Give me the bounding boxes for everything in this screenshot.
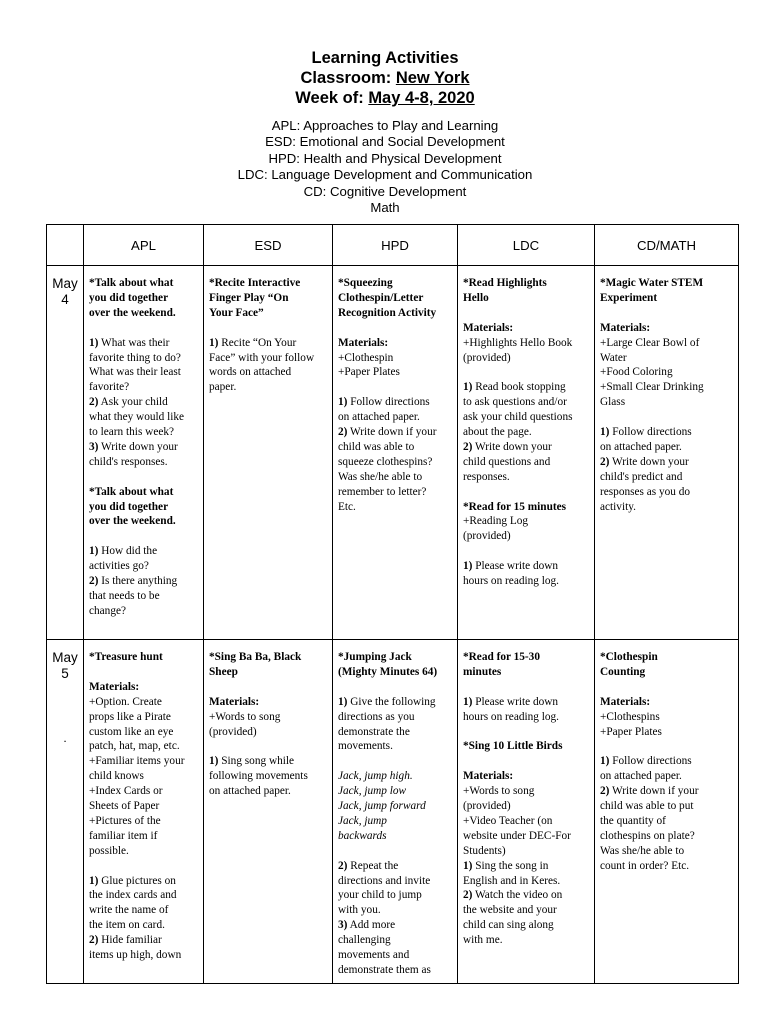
activity-cell-apl bbox=[84, 266, 204, 640]
activity-steps: 1) What was their favorite thing to do? What was their least favorite? 2) Ask your child what they would like to learn this week? 3) Write down your child's responses. bbox=[89, 336, 185, 468]
stray-mark: . bbox=[63, 731, 67, 745]
activity-steps: 2) Repeat the directions and invite your child to jump with you. 3) Add more challenging movements and demonstrate them as bbox=[338, 859, 431, 976]
materials-list: +Reading Log (provided) bbox=[463, 515, 529, 543]
column-header-apl: APL bbox=[84, 225, 204, 266]
activity-cell-esd bbox=[204, 266, 333, 640]
table-row bbox=[47, 640, 739, 984]
legend-item-ldc: LDC: Language Development and Communication bbox=[237, 167, 533, 183]
activity-cell-ldc bbox=[458, 266, 595, 640]
activity-cell-esd bbox=[204, 640, 333, 984]
activity-steps: 1) Follow directions on attached paper. 2) Write down your child's predict and responses as you do activity. bbox=[600, 426, 692, 513]
activity-title: *Sing 10 Little Birds bbox=[463, 740, 563, 753]
document-title: Learning Activities bbox=[311, 49, 459, 67]
materials-label: Materials: bbox=[89, 680, 140, 693]
day-cell bbox=[47, 266, 84, 640]
materials-label: Materials: bbox=[600, 695, 651, 708]
activity-steps: 1) Glue pictures on the index cards and write the name of the item on card. 2) Hide familiar items up high, down bbox=[89, 874, 182, 962]
materials-label: Materials: bbox=[600, 321, 651, 334]
activity-cell-hpd bbox=[333, 266, 458, 640]
table-row bbox=[47, 266, 739, 640]
day-cell bbox=[47, 640, 84, 984]
legend-item-hpd: HPD: Health and Physical Development bbox=[268, 150, 502, 166]
activity-steps: 1) Sing the song in English and in Keres. 2) Watch the video on the website and your child can sing along with me. bbox=[463, 859, 563, 947]
legend-item-esd: ESD: Emotional and Social Development bbox=[265, 134, 505, 150]
column-header-ldc: LDC bbox=[458, 225, 595, 266]
activity-steps: 1) Recite “On Your Face” with your follow words on attached paper. bbox=[209, 336, 315, 394]
activity-steps: 1) Sing song while following movements on attached paper. bbox=[209, 755, 308, 798]
domain-legend bbox=[0, 118, 770, 216]
activity-cell-hpd bbox=[333, 640, 458, 984]
activity-steps: 1) Please write down hours on reading log. bbox=[463, 560, 560, 588]
materials-list: +Words to song (provided) +Video Teacher (on website under DEC-For Students) bbox=[463, 785, 571, 857]
activity-title: *Treasure hunt bbox=[89, 651, 163, 663]
week-label: Week of: bbox=[295, 89, 369, 107]
day-label: May 4 bbox=[52, 276, 78, 307]
week-line bbox=[0, 88, 770, 108]
classroom-line bbox=[0, 68, 770, 88]
activity-cell-cd-math bbox=[595, 266, 739, 640]
activity-title: *Clothespin Counting bbox=[600, 651, 658, 678]
materials-list: +Large Clear Bowl of Water +Food Coloring +Small Clear Drinking Glass bbox=[600, 336, 704, 409]
schedule-table bbox=[46, 224, 739, 984]
activity-title: *Read for 15 minutes bbox=[463, 500, 567, 513]
classroom-label: Classroom: bbox=[300, 69, 396, 87]
activity-cell-cd-math bbox=[595, 640, 739, 984]
activity-title: *Sing Ba Ba, Black Sheep bbox=[209, 651, 302, 678]
materials-label: Materials: bbox=[463, 770, 514, 783]
materials-list: +Clothespin +Paper Plates bbox=[338, 351, 400, 379]
activity-title: *Talk about what you did together over the weekend. bbox=[89, 277, 176, 319]
movement-list: Jack, jump high. Jack, jump low Jack, jump forward Jack, jump backwards bbox=[338, 770, 426, 842]
activity-title: *Talk about what you did together over the weekend. bbox=[89, 485, 176, 528]
materials-label: Materials: bbox=[209, 695, 260, 708]
day-label: May 5 bbox=[52, 650, 78, 681]
activity-steps: 1) Please write down hours on reading log. bbox=[463, 695, 560, 723]
activity-cell-apl bbox=[84, 640, 204, 984]
materials-list: +Highlights Hello Book (provided) bbox=[463, 336, 573, 364]
legend-item-apl: APL: Approaches to Play and Learning bbox=[271, 118, 499, 133]
column-header-hpd: HPD bbox=[333, 225, 458, 266]
legend-item-math: Math bbox=[370, 200, 400, 216]
materials-list: +Option. Create props like a Pirate custom like an eye patch, hat, map, etc. +Familiar items your child knows +Index Cards or Sheets of Paper +Pictures of the familiar item if possible. bbox=[89, 695, 185, 857]
activity-title: *Read for 15-30 minutes bbox=[463, 651, 540, 678]
activity-steps: 1) How did the activities go? 2) Is there anything that needs to be change? bbox=[89, 545, 178, 617]
legend-item-cd: CD: Cognitive Development bbox=[303, 183, 467, 199]
column-header-esd: ESD bbox=[204, 225, 333, 266]
activity-steps: 1) Give the following directions as you demonstrate the movements. bbox=[338, 695, 436, 753]
materials-list: +Clothespins +Paper Plates bbox=[600, 710, 662, 738]
activity-steps: 1) Follow directions on attached paper. 2) Write down if your child was able to put the quantity of clothespins on plate? Was she/he able to count in order? Etc. bbox=[600, 755, 699, 872]
table-header-row bbox=[47, 225, 739, 266]
title-block bbox=[0, 48, 770, 216]
activity-title: *Squeezing Clothespin/Letter Recognition Activity bbox=[338, 277, 437, 319]
classroom-value: New York bbox=[395, 69, 470, 87]
activity-cell-ldc bbox=[458, 640, 595, 984]
activity-title: *Magic Water STEM Experiment bbox=[600, 277, 704, 304]
activity-title: *Recite Interactive Finger Play “On Your Face” bbox=[209, 277, 301, 319]
column-header-cd-math: CD/MATH bbox=[595, 225, 739, 266]
activity-title: *Jumping Jack (Mighty Minutes 64) bbox=[338, 651, 438, 678]
activity-steps: 1) Read book stopping to ask questions and/or ask your child questions about the page. 2) Write down your child questions and responses. bbox=[463, 381, 573, 483]
header-cell-blank bbox=[47, 225, 84, 266]
activity-title: *Read Highlights Hello bbox=[463, 277, 547, 304]
activity-steps: 1) Follow directions on attached paper. 2) Write down if your child was able to squeeze clothespins? Was she/he able to remember to letter? Etc. bbox=[338, 396, 437, 513]
materials-list: +Words to song (provided) bbox=[209, 710, 281, 738]
materials-label: Materials: bbox=[338, 336, 389, 349]
week-value: May 4-8, 2020 bbox=[368, 89, 475, 107]
materials-label: Materials: bbox=[463, 321, 514, 334]
